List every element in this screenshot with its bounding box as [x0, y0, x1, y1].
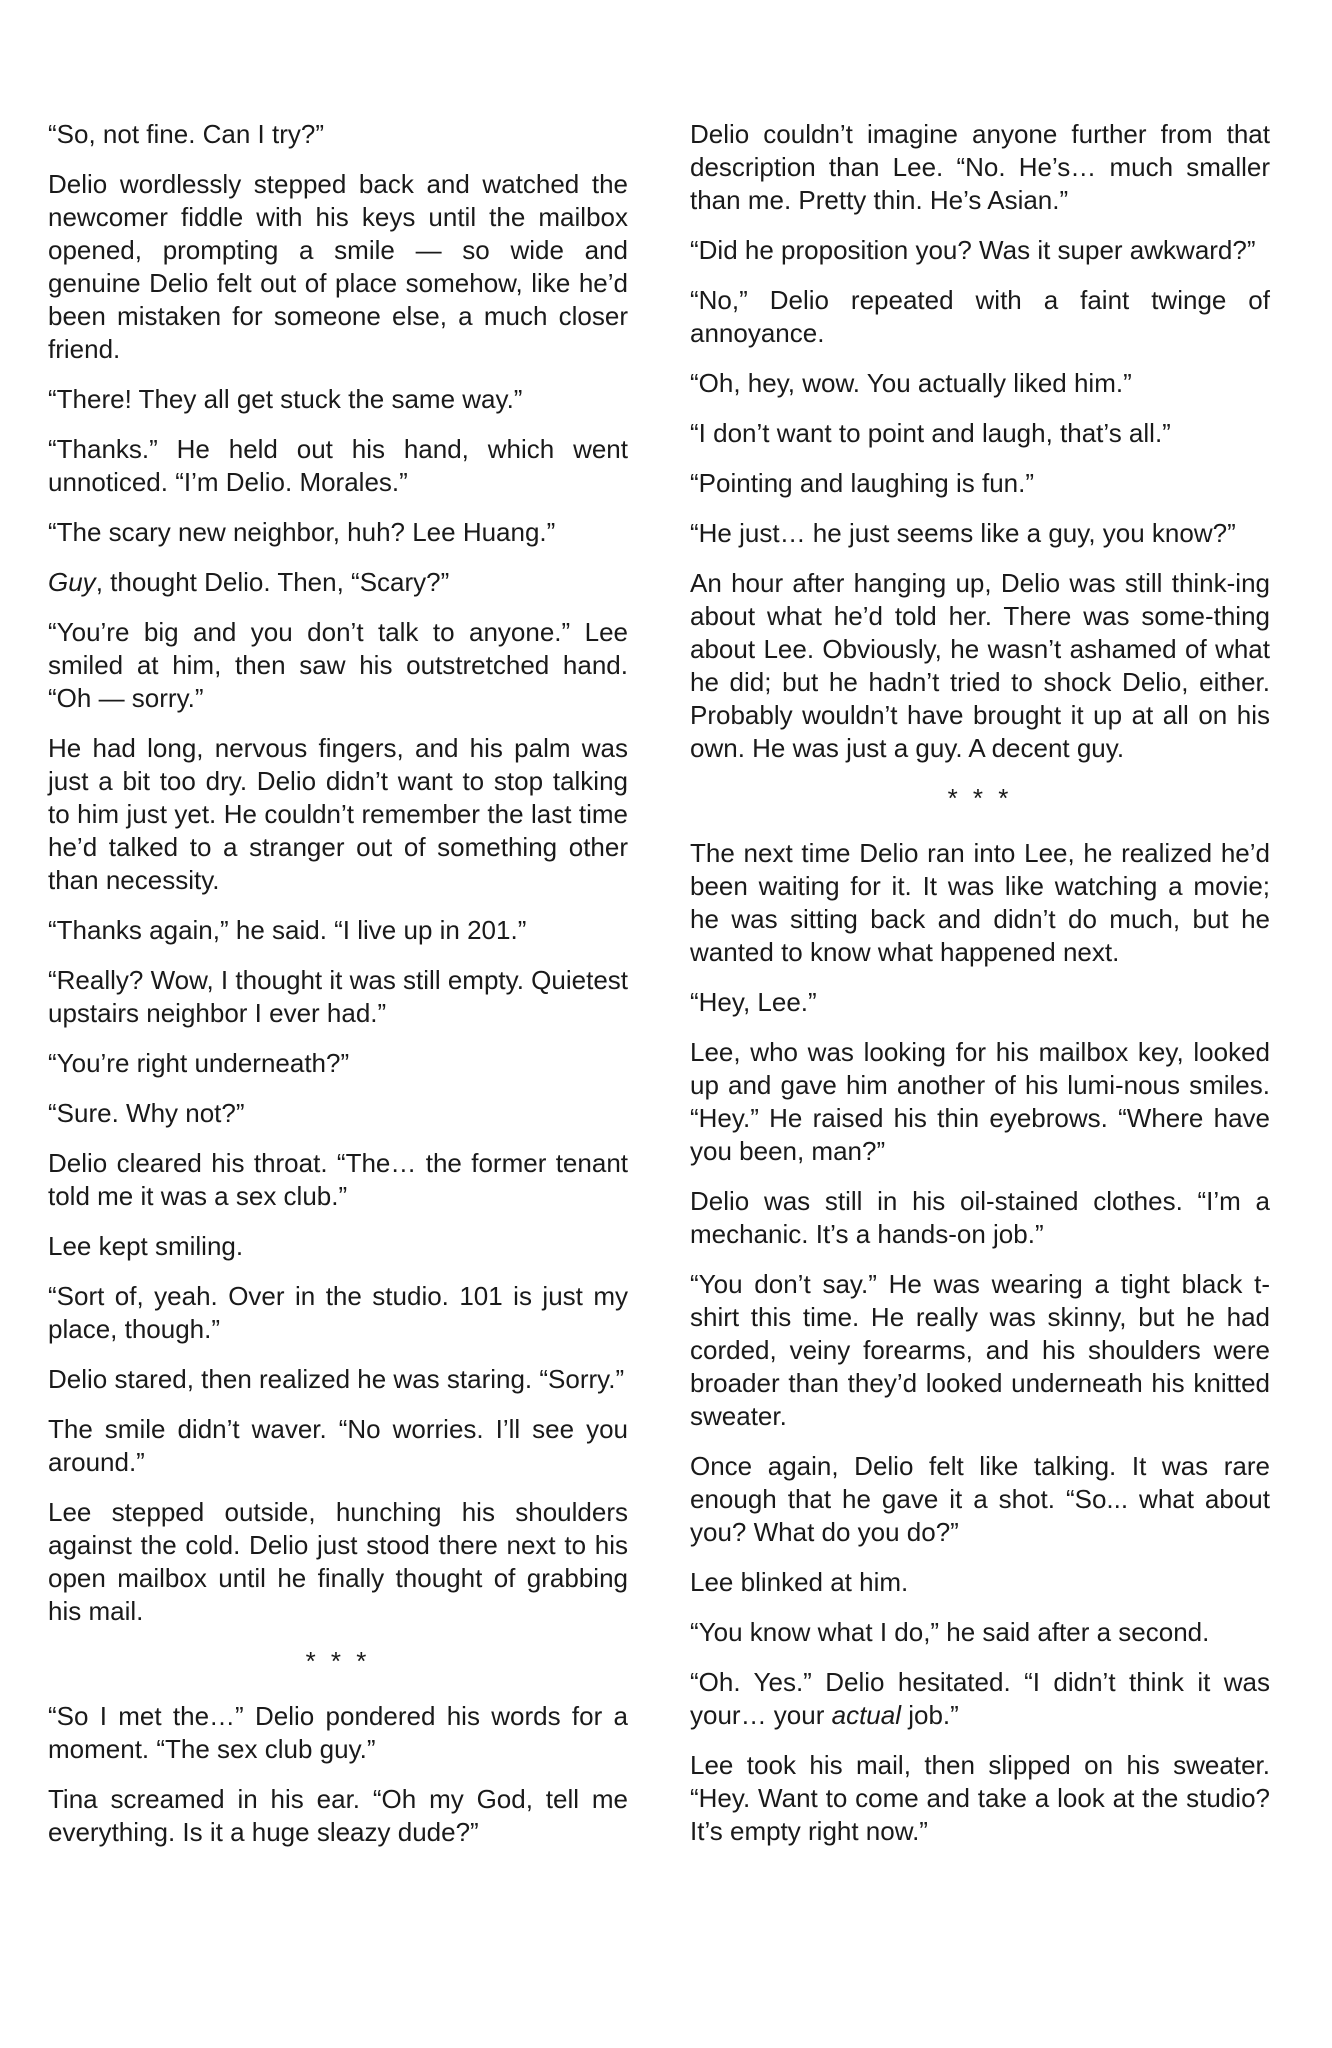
paragraph: Lee stepped outside, hunching his shoulders against the cold. Delio just stood there next to his open mailbox until he finally thought of grabbing his mail.	[48, 1497, 628, 1626]
paragraph: “No,” Delio repeated with a faint twinge of annoyance.	[690, 285, 1270, 348]
paragraph: “Hey, Lee.”	[690, 987, 817, 1017]
paragraph: The smile didn’t waver. “No worries. I’ll see you around.”	[48, 1414, 628, 1477]
paragraph: Delio stared, then realized he was staring. “Sorry.”	[48, 1364, 625, 1394]
paragraph: “You know what I do,” he said after a second.	[690, 1617, 1210, 1647]
paragraph: An hour after hanging up, Delio was still think-ing about what he’d told her. There was some-thing about Lee. Obviously, he wasn’t ashamed of what he did; but he hadn’t tried to shock Delio, either. Probably wouldn’t have brought it up at all on his own. He was just a guy. A decent guy.	[690, 568, 1270, 763]
paragraph: Lee blinked at him.	[690, 1567, 909, 1597]
paragraph: “The scary new neighbor, huh? Lee Huang.”	[48, 517, 556, 547]
paragraph: “You’re right underneath?”	[48, 1048, 350, 1078]
paragraph: “Oh, hey, wow. You actually liked him.”	[690, 368, 1132, 398]
paragraph: “I don’t want to point and laugh, that’s all.”	[690, 418, 1171, 448]
paragraph: Delio cleared his throat. “The… the former tenant told me it was a sex club.”	[48, 1148, 628, 1211]
paragraph: Delio couldn’t imagine anyone further from that description than Lee. “No. He’s… much smaller than me. Pretty thin. He’s Asian.”	[690, 119, 1270, 215]
paragraph: Lee, who was looking for his mailbox key, looked up and gave him another of his lumi-nous smiles. “Hey.” He raised his thin eyebrows. “Where have you been, man?”	[690, 1037, 1270, 1166]
left-column	[48, 118, 628, 1866]
paragraph: “There! They all get stuck the same way.”	[48, 384, 523, 414]
paragraph: “You don’t say.” He was wearing a tight black t-shirt this time. He really was skinny, but he had corded, veiny forearms, and his shoulders were broader than they’d looked underneath his knitted sweater.	[690, 1269, 1270, 1431]
paragraph-text: job.”	[901, 1700, 959, 1730]
paragraph: “Did he proposition you? Was it super awkward?”	[690, 235, 1256, 265]
paragraph: “Thanks.” He held out his hand, which went unnoticed. “I’m Delio. Morales.”	[48, 434, 628, 497]
paragraph: “Pointing and laughing is fun.”	[690, 468, 1035, 498]
paragraph	[690, 1666, 1270, 1732]
paragraph: Lee kept smiling.	[48, 1231, 244, 1261]
paragraph: Lee took his mail, then slipped on his sweater. “Hey. Want to come and take a look at the studio? It’s empty right now.”	[690, 1750, 1270, 1846]
paragraph: “He just… he just seems like a guy, you know?”	[690, 518, 1236, 548]
paragraph-text: , thought Delio. Then, “Scary?”	[95, 567, 450, 597]
paragraph: “Sort of, yeah. Over in the studio. 101 is just my place, though.”	[48, 1281, 628, 1344]
italic-word: actual	[831, 1700, 901, 1730]
paragraph: He had long, nervous fingers, and his palm was just a bit too dry. Delio didn’t want to stop talking to him just yet. He couldn’t remember the last time he’d talked to a stranger out of something other than necessity.	[48, 733, 628, 895]
scene-break: * * *	[305, 1646, 371, 1676]
right-column	[690, 118, 1270, 1865]
paragraph	[48, 566, 628, 599]
paragraph: The next time Delio ran into Lee, he realized he’d been waiting for it. It was like watching a movie; he was sitting back and didn’t do much, but he wanted to know what happened next.	[690, 838, 1270, 967]
paragraph: “Really? Wow, I thought it was still empty. Quietest upstairs neighbor I ever had.”	[48, 965, 628, 1028]
scene-break: * * *	[947, 783, 1013, 813]
paragraph: Delio wordlessly stepped back and watched the newcomer fiddle with his keys until the mailbox opened, prompting a smile — so wide and genuine Delio felt out of place somehow, like he’d been mistaken for someone else, a much closer friend.	[48, 169, 628, 364]
paragraph: Once again, Delio felt like talking. It was rare enough that he gave it a shot. “So... what about you? What do you do?”	[690, 1451, 1270, 1547]
paragraph: “Sure. Why not?”	[48, 1098, 245, 1128]
paragraph: Tina screamed in his ear. “Oh my God, tell me everything. Is it a huge sleazy dude?”	[48, 1784, 628, 1847]
paragraph-text: “Oh. Yes.” Delio hesitated. “I didn’t think it was your… your	[690, 1667, 1270, 1730]
paragraph: “You’re big and you don’t talk to anyone.” Lee smiled at him, then saw his outstretched hand. “Oh — sorry.”	[48, 617, 628, 713]
paragraph: “So, not fine. Can I try?”	[48, 119, 325, 149]
italic-word: Guy	[48, 567, 96, 597]
paragraph: Delio was still in his oil-stained clothes. “I’m a mechanic. It’s a hands-on job.”	[690, 1186, 1270, 1249]
paragraph: “Thanks again,” he said. “I live up in 201.”	[48, 915, 527, 945]
paragraph: “So I met the…” Delio pondered his words for a moment. “The sex club guy.”	[48, 1701, 628, 1764]
